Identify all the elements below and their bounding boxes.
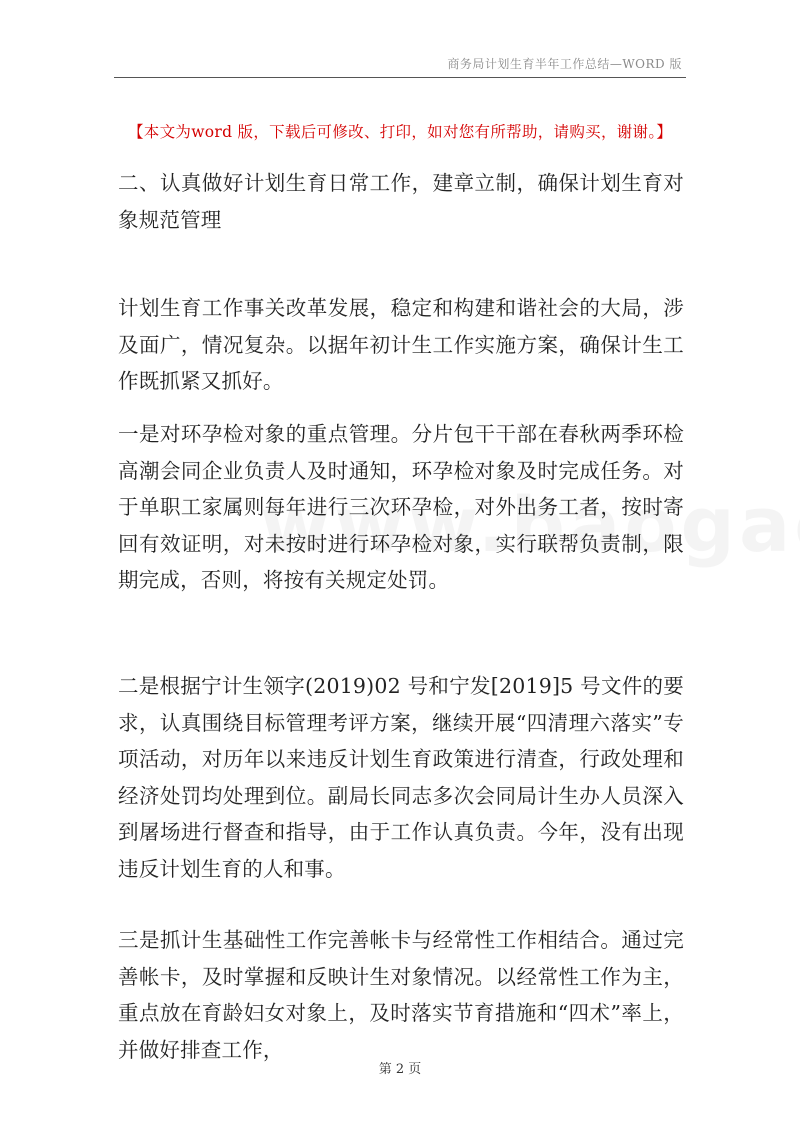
document-header-title: 商务局计划生育半年工作总结—WORD 版	[447, 57, 682, 71]
purchase-notice: 【本文为word 版，下载后可修改、打印，如对您有所帮助，请购买，谢谢。】	[128, 123, 673, 141]
body-paragraph-3: 二是根据宁计生领字(2019)02 号和宁发[2019]5 号文件的要求，认真围绕目标管理考评方案，继续开展“四清理六落实”专项活动，对历年以来违反计划生育政策进行清查，行政处理和经济处罚均处理到位。副局长同志多次会同局计生办人员深入到屠场进行督查和指导，由于工作认真负责。今年，没有出现违反计划生育的人和事。	[118, 674, 684, 881]
page-number: 第 2 页	[378, 1062, 422, 1077]
watermark	[260, 480, 800, 569]
section-heading: 二、认真做好计划生育日常工作，建章立制，确保计划生育对象规范管理	[118, 171, 684, 232]
body-paragraph-2: 一是对环孕检对象的重点管理。分片包干干部在春秋两季环检高潮会同企业负责人及时通知，环孕检对象及时完成任务。对于单职工家属则每年进行三次环孕检，对外出务工者，按时寄回有效证明，对未按时进行环孕检对象，实行联帮负责制，限期完成，否则，将按有关规定处罚。	[118, 422, 684, 592]
body-paragraph-4: 三是抓计生基础性工作完善帐卡与经常性工作相结合。通过完善帐卡，及时掌握和反映计生对象情况。以经常性工作为主，重点放在育龄妇女对象上，及时落实节育措施和“四术”率上，并做好排查工作，	[118, 928, 684, 1062]
body-paragraph-1: 计划生育工作事关改革发展，稳定和构建和谐社会的大局，涉及面广，情况复杂。以据年初计生工作实施方案，确保计生工作既抓紧又抓好。	[118, 296, 684, 393]
header-divider	[114, 77, 686, 78]
